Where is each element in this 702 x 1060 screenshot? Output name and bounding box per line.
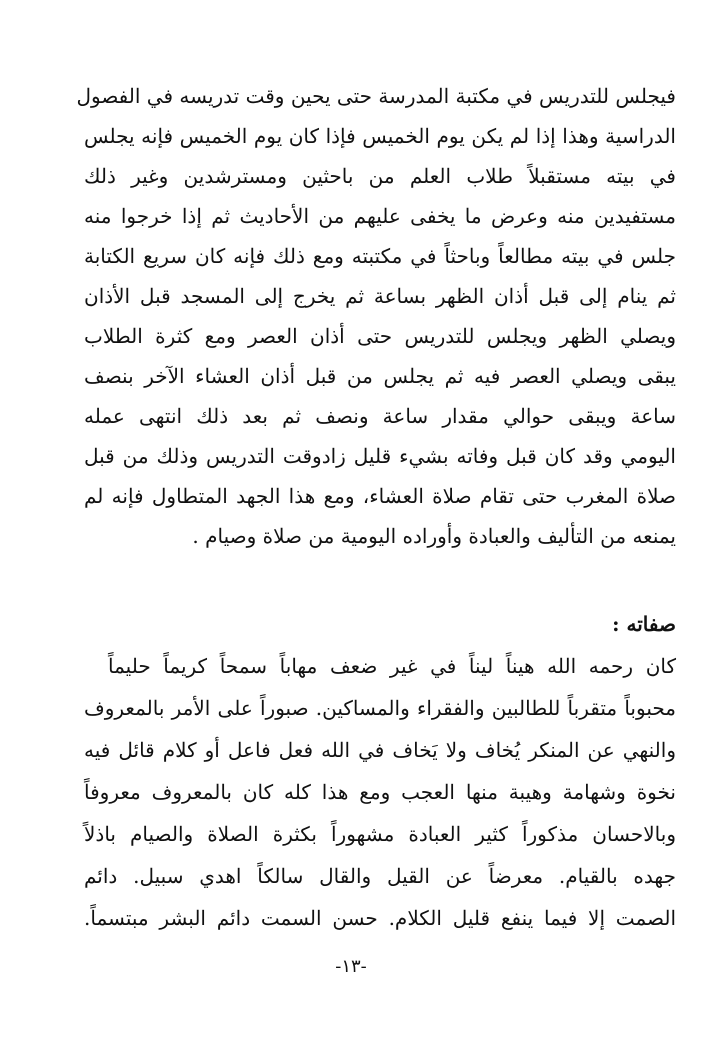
section-heading: صفاته : xyxy=(612,612,676,636)
text-line: فيجلس للتدريس في مكتبة المدرسة حتى يحين وقت تدريسه في الفصول xyxy=(76,84,676,108)
text-line: والنهي عن المنكر يُخاف ولا يَخاف في الله فعل فاعل أو كلام قائل فيه xyxy=(84,738,676,762)
text-line: مستفيدين منه وعرض ما يخفى عليهم من الأحاديث ثم إذا خرجوا منه xyxy=(84,204,676,228)
text-line: نخوة وشهامة وهيبة منها العجب ومع هذا كله كان بالمعروف معروفاً xyxy=(84,780,676,804)
text-line: جلس في بيته مطالعاً وباحثاً في مكتبته ومع ذلك فإنه كان سريع الكتابة xyxy=(84,244,676,268)
text-line: كان رحمه الله هيناً ليناً في غير ضعف مهاباً سمحاً كريماً حليماً xyxy=(108,654,676,678)
text-line: وبالاحسان مذكوراً كثير العبادة مشهوراً بكثرة الصلاة والصيام باذلاً xyxy=(84,822,676,846)
text-line: يبقى ويصلي العصر فيه ثم يجلس من قبل أذان العشاء الآخر بنصف xyxy=(84,364,676,388)
text-line: ويصلي الظهر ويجلس للتدريس حتى أذان العصر ومع كثرة الطلاب xyxy=(84,324,677,348)
text-line: ثم ينام إلى قبل أذان الظهر بساعة ثم يخرج إلى المسجد قبل الأذان xyxy=(84,284,676,308)
text-line: الدراسية وهذا إذا لم يكن يوم الخميس فإذا كان يوم الخميس فإنه يجلس xyxy=(84,124,676,148)
text-line: ساعة ويبقى حوالي مقدار ساعة ونصف ثم بعد ذلك انتهى عمله xyxy=(84,404,676,428)
text-line: محبوباً متقرباً للطالبين والفقراء والمساكين. صبوراً على الأمر بالمعروف xyxy=(84,696,676,720)
text-line: في بيته مستقبلاً طلاب العلم من باحثين ومسترشدين وغير ذلك xyxy=(84,164,676,188)
text-line: صلاة المغرب حتى تقام صلاة العشاء، ومع هذا الجهد المتطاول فإنه لم xyxy=(84,484,676,508)
text-line: جهده بالقيام. معرضاً عن القيل والقال سالكاً اهدي سبيل. دائم xyxy=(84,864,676,888)
text-line: يمنعه من التأليف والعبادة وأوراده اليومية من صلاة وصيام . xyxy=(192,524,676,548)
page-number: -١٣- xyxy=(335,956,367,977)
text-line: الصمت إلا فيما ينفع قليل الكلام. حسن السمت دائم البشر مبتسماً. xyxy=(84,906,676,930)
text-line: اليومي وقد كان قبل وفاته بشيء قليل زادوقت التدريس وذلك من قبل xyxy=(84,444,676,468)
